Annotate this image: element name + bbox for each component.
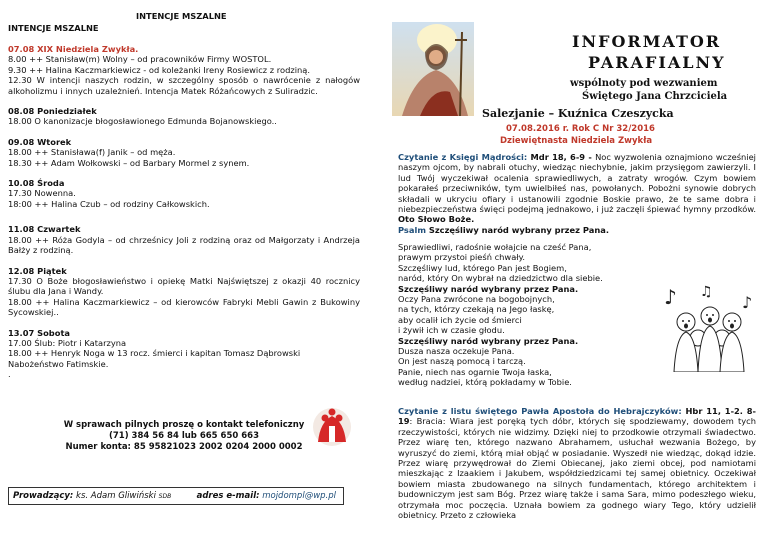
second-reading bbox=[398, 406, 756, 520]
day-date: 08.08 Poniedziałek bbox=[8, 106, 97, 117]
community-sub-1: wspólnoty pod wezwaniem bbox=[570, 78, 718, 89]
day-line: 18.00 ++ Róża Godyla – od chrześnicy Joli z rodziną oraz od Małgorzaty i Andrzeja Bałży z rodziną. bbox=[8, 234, 360, 256]
reading2-text: : Bracia: Wiara jest poręką tych dóbr, których się spodziewamy, dowodem tych rzeczywistości, których nie widzimy. Dzięki niej to przodkowie otrzymali świadectwo. Przez wiarę ten, którego nazwano Abrahamem, usłuchał wezwania Bożego, by wyruszyć do ziemi, którą miał objąć w posiadanie. Wyszedł nie wiedząc, dokąd idzie. Przez wiarę przywędrował do Ziemi Obiecanej, jako ziemi obcej, pod namiotami mieszkając z Izaakiem i Jakubem, współdziedzicami tej samej obietnicy. Oczekiwał bowiem miasta zbudowanego na silnych fundamentach, którego architektem i budowniczym jest sam Bóg. Przez wiarę także i sama Sara, mimo podeszłego wieku, otrzymała moc poczęcia. Uznała bowiem za godnego wiary Tego, który udzielił obietnicy. Przeto z człowieka bbox=[398, 416, 756, 521]
leader-label: Prowadzący: bbox=[13, 491, 74, 501]
footer-box bbox=[8, 487, 344, 505]
day-line: 18.00 O kanonizacje błogosławionego Edmunda Bojanowskiego.. bbox=[8, 116, 277, 127]
day-line: 12.30 W intencji naszych rodzin, w szczególny sposób o nawrócenie z nałogów alkoholizmu i innych uzależnień. Intencja Matek Różańcowych z Suliradzic. bbox=[8, 75, 360, 96]
day-line: 17.30 O Boże błogosławieństwo i opiekę Matki Najświętszej z okazji 40 rocznicy ślubu dla Jana i Wandy. bbox=[8, 275, 360, 297]
day-date: 09.08 Wtorek bbox=[8, 136, 72, 147]
psalm-line: według nadziei, którą pokładamy w Tobie. bbox=[398, 377, 572, 388]
day-line: 9.30 ++ Halina Kaczmarkiewicz - od koleżanki Ireny Rosiewicz z rodziną. bbox=[8, 64, 310, 75]
day-line: 18.30 ++ Adam Wołkowski – od Barbary Mormel z synem. bbox=[8, 157, 250, 168]
day-date: 13.07 Sobota bbox=[8, 327, 71, 338]
left-column bbox=[8, 0, 360, 543]
psalm-line: i żywił ich w czasie głodu. bbox=[398, 325, 505, 336]
psalm-line: Dusza nasza oczekuje Pana. bbox=[398, 346, 515, 357]
bank-account: Numer konta: 85 95821023 2002 0204 2000 0002 bbox=[65, 442, 303, 452]
psalm-refrain: Szczęśliwy naród wybrany przez Pana. bbox=[425, 224, 609, 235]
day-line: Nabożeństwo Fatimskie. bbox=[8, 358, 109, 369]
psalm-line: aby ocalił ich życie od śmierci bbox=[398, 314, 522, 325]
day-line: 17.30 Nowenna. bbox=[8, 188, 76, 199]
psalm-line: naród, który On wybrał na dziedzictwo dla siebie. bbox=[398, 273, 603, 284]
bulletin-title-1: INFORMATOR bbox=[572, 32, 722, 51]
community-name: Salezjanie – Kuźnica Czeszycka bbox=[482, 107, 674, 120]
psalm-refrain-line: Szczęśliwy naród wybrany przez Pana. bbox=[398, 283, 579, 294]
choir-image bbox=[660, 282, 756, 372]
bulletin-title-2: PARAFIALNY bbox=[588, 53, 726, 72]
leader-name: ks. Adam Gliwiński bbox=[76, 491, 156, 501]
reading1-label: Czytanie z Księgi Mądrości: bbox=[398, 152, 528, 162]
day-date: 12.08 Piątek bbox=[8, 265, 67, 276]
day-entry bbox=[8, 44, 360, 96]
svg-text:♫: ♫ bbox=[700, 284, 713, 300]
top-title: INTENCJE MSZALNE bbox=[136, 11, 227, 21]
day-line: 18.00 ++ Halina Kaczmarkiewicz – od kierowców Fabryki Mebli Gawin z Bukowiny Sycowskiej.. bbox=[8, 296, 360, 318]
day-date: 07.08 XIX Niedziela Zwykła. bbox=[8, 44, 139, 54]
psalm-line: On jest naszą pomocą i tarczą. bbox=[398, 356, 526, 367]
saint-john-picture bbox=[392, 22, 474, 116]
email-link[interactable]: mojdompl@wp.pl bbox=[262, 491, 337, 501]
day-line: 18.00 ++ Stanisława(f) Janik – od męża. bbox=[8, 147, 176, 158]
day-date: 11.08 Czwartek bbox=[8, 224, 81, 235]
day-date: 10.08 Środa bbox=[8, 178, 65, 189]
day-line: 18:00 ++ Halina Czub – od rodziny Całkowskich. bbox=[8, 198, 210, 209]
day-line: 17.00 Ślub: Piotr i Katarzyna bbox=[8, 337, 127, 348]
saint-john-image bbox=[392, 22, 474, 116]
psalm-line: Sprawiedliwi, radośnie wołajcie na cześć Pana, bbox=[398, 242, 592, 252]
first-reading bbox=[398, 152, 756, 235]
intentions-list bbox=[8, 44, 360, 380]
day-entry bbox=[8, 328, 360, 380]
email-label: adres e-mail: bbox=[196, 491, 260, 501]
psalm-label: Psalm bbox=[398, 224, 426, 235]
community-sub-2: Świętego Jana Chrzciciela bbox=[582, 91, 728, 102]
day-entry bbox=[8, 224, 360, 255]
reading1-text: Noc wyzwolenia oznajmiono wcześniej naszym ojcom, by nabrali otuchy, wiedząc niechybnie, jakim przysięgom zawierzyli. I lud Twój wyczekiwał ocalenia sprawiedliwych, a zatraty wrogów. Czym bowiem pokarałeś przeciwników, tym uwielbiłeś nas, powołanych. Pobożni synowie dobrych składali w ukryciu ofiary i ustanowili zgodnie Boskie prawo, że te same dobra i niebezpieczeństwa święci podejmą jednakowo, i już zaczęli śpiewać hymny przodków. bbox=[398, 152, 756, 215]
day-entry bbox=[8, 266, 360, 318]
psalm-line: na tych, którzy czekają na Jego łaskę, bbox=[398, 304, 555, 315]
day-line: 18.00 ++ Henryk Noga w 13 rocz. śmierci i kapitan Tomasz Dąbrowski bbox=[8, 348, 301, 359]
intentions-title: INTENCJE MSZALNE bbox=[8, 23, 99, 33]
day-entry bbox=[8, 178, 360, 209]
reading1-end: Oto Słowo Boże. bbox=[398, 214, 475, 225]
leader-suffix: SDB bbox=[158, 493, 172, 500]
choir-picture bbox=[660, 282, 756, 372]
psalm-line: prawym przystoi pieśń chwały. bbox=[398, 252, 526, 263]
issue-date: 07.08.2016 r. Rok C Nr 32/2016 bbox=[506, 124, 655, 134]
reading2-ref: Hbr 11, 1-2. 8-19 bbox=[398, 406, 756, 427]
contact-line: W sprawach pilnych proszę o kontakt telefoniczny bbox=[63, 420, 305, 430]
day-line: 8.00 ++ Stanisław(m) Wolny – od pracowników Firmy WOSTOL. bbox=[8, 54, 272, 65]
day-entry bbox=[8, 106, 360, 127]
contact-block bbox=[8, 420, 360, 453]
day-entry bbox=[8, 137, 360, 168]
reading1-ref: Mdr 18, 6-9 - bbox=[527, 152, 596, 162]
sunday-name: Dziewiętnasta Niedziela Zwykła bbox=[500, 136, 653, 146]
right-column bbox=[392, 0, 760, 543]
psalm-refrain-line: Szczęśliwy naród wybrany przez Pana. bbox=[398, 335, 579, 346]
reading2-label: Czytanie z listu świętego Pawła Apostoła do Hebrajczyków: bbox=[398, 406, 682, 416]
psalm-line: Oczy Pana zwrócone na bogobojnych, bbox=[398, 294, 555, 305]
contact-phone: (71) 384 56 84 lub 665 650 663 bbox=[109, 431, 259, 441]
psalm-text bbox=[398, 242, 628, 388]
svg-text:♪: ♪ bbox=[664, 285, 677, 309]
psalm-line: Panie, niech nas ogarnie Twoja łaska, bbox=[398, 366, 552, 377]
svg-text:♪: ♪ bbox=[742, 293, 753, 312]
psalm-line: Szczęśliwy lud, którego Pan jest Bogiem, bbox=[398, 262, 567, 273]
day-line: . bbox=[8, 369, 11, 380]
